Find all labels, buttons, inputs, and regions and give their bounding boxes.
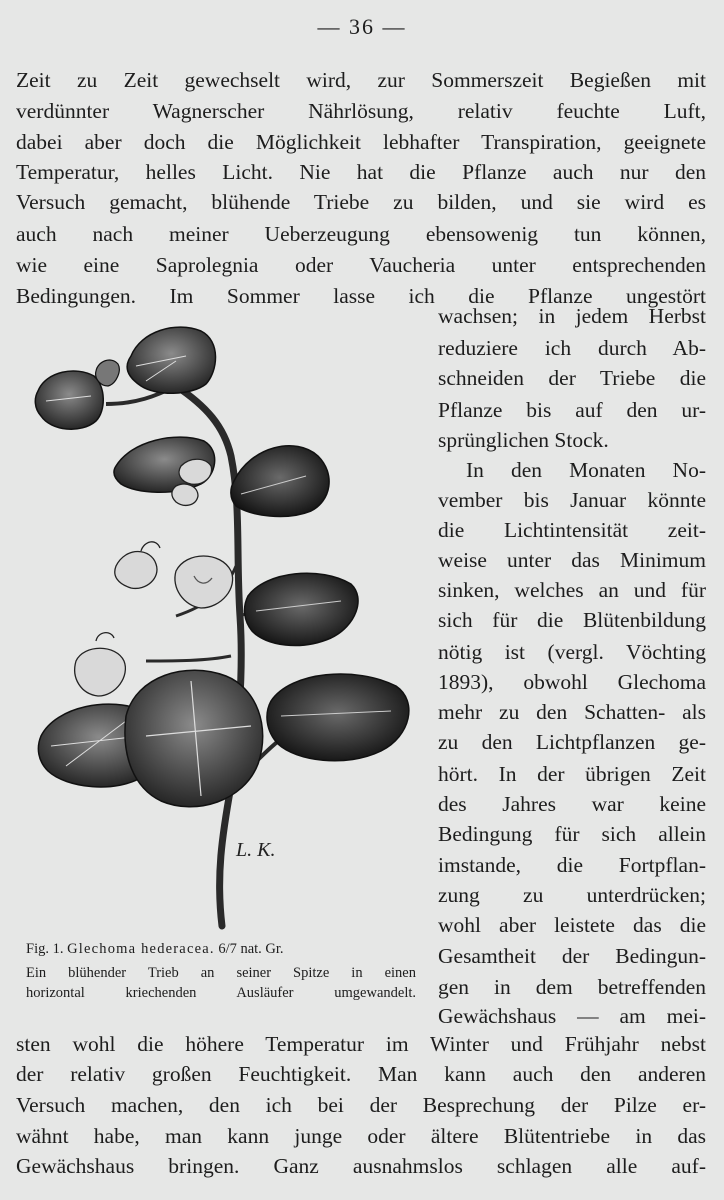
text-line: der relativ großen Feuchtigkeit. Man kann auch den anderen	[16, 1062, 706, 1086]
text-line: schneiden der Triebe die	[438, 366, 706, 390]
text-line: des Jahres war keine	[438, 792, 706, 816]
text-line: Zeit zu Zeit gewechselt wird, zur Sommerszeit Begießen mit	[16, 68, 706, 92]
text-line: zu den Lichtpflanzen ge-	[438, 730, 706, 754]
side-stem-3	[146, 656, 231, 661]
text-line: Bedingungen. Im Sommer lasse ich die Pflanze ungestört	[16, 284, 706, 308]
leaf-small-top	[96, 360, 120, 386]
leaf-mid-right	[231, 446, 329, 517]
text-line: wähnt habe, man kann junge oder ältere Blütentriebe in das	[16, 1124, 706, 1148]
text-line: Gewächshaus — am mei-	[438, 1004, 706, 1028]
text-line: wohl aber leistete das die	[438, 913, 706, 937]
text-line: sprünglichen Stock.	[438, 428, 609, 452]
text-line: mehr zu den Schatten- als	[438, 700, 706, 724]
text-line: dabei aber doch die Möglichkeit lebhafter Transpiration, geeignete	[16, 130, 706, 154]
text-line: sich für die Blütenbildung	[438, 608, 706, 632]
leaf-right-middle	[245, 573, 359, 645]
plant-illustration	[26, 316, 426, 931]
text-line: 1893), obwohl Glechoma	[438, 670, 706, 694]
text-line: verdünnter Wagnerscher Nährlösung, relativ feuchte Luft,	[16, 99, 706, 123]
text-line: Gesamtheit der Bedingun-	[438, 944, 706, 968]
text-line: imstande, die Fortpflan-	[438, 853, 706, 877]
flower-middle-left	[115, 542, 160, 589]
text-line: sten wohl die höhere Temperatur im Winter und Frühjahr nebst	[16, 1032, 706, 1056]
text-line: vember bis Januar könnte	[438, 488, 706, 512]
text-line: reduziere ich durch Ab-	[438, 336, 706, 360]
text-line: Temperatur, helles Licht. Nie hat die Pflanze auch nur den	[16, 160, 706, 184]
leaf-bottom-center	[125, 670, 263, 806]
leaf-upper-left	[35, 371, 103, 429]
leaf-top	[127, 327, 215, 393]
text-line: Gewächshaus bringen. Ganz ausnahmslos schlagen alle auf-	[16, 1154, 706, 1178]
caption-species: Glechoma hederacea.	[67, 941, 215, 957]
text-line: Versuch machen, den ich bei der Besprechung der Pilze er-	[16, 1093, 706, 1117]
text-line: die Lichtintensität zeit-	[438, 518, 706, 542]
caption-scale: 6/7 nat. Gr.	[218, 941, 284, 957]
figure-caption-line-3: horizontal kriechenden Ausläufer umgewandelt.	[26, 985, 416, 1001]
text-line: Versuch gemacht, blühende Triebe zu bilden, und sie wird es	[16, 190, 706, 214]
figure-caption-line-2: Ein blühender Trieb an seiner Spitze in einen	[26, 965, 416, 981]
text-line: sinken, welches an und für	[438, 578, 706, 602]
text-line: wie eine Saprolegnia oder Vaucheria unter entsprechenden	[16, 253, 706, 277]
text-line: hört. In der übrigen Zeit	[438, 762, 706, 786]
leaf-bottom-right	[267, 674, 409, 761]
illustrator-signature: L. K.	[236, 839, 276, 861]
text-line: Bedingung für sich allein	[438, 822, 706, 846]
text-line: gen in dem betreffenden	[438, 975, 706, 999]
page-number: — 36 —	[317, 14, 407, 39]
flower-middle-right	[175, 556, 233, 608]
caption-label: Fig. 1.	[26, 941, 64, 957]
text-line: auch nach meiner Ueberzeugung ebensowenig tun können,	[16, 222, 706, 246]
text-line: wachsen; in jedem Herbst	[438, 304, 706, 328]
text-line: In den Monaten No-	[466, 458, 706, 482]
figure-caption-line-1	[26, 940, 416, 958]
flower-lower-left	[75, 633, 126, 696]
text-line: zung zu unterdrücken;	[438, 883, 706, 907]
text-line: weise unter das Minimum	[438, 548, 706, 572]
text-line: Pflanze bis auf den ur-	[438, 398, 706, 422]
text-line: nötig ist (vergl. Vöchting	[438, 640, 706, 664]
